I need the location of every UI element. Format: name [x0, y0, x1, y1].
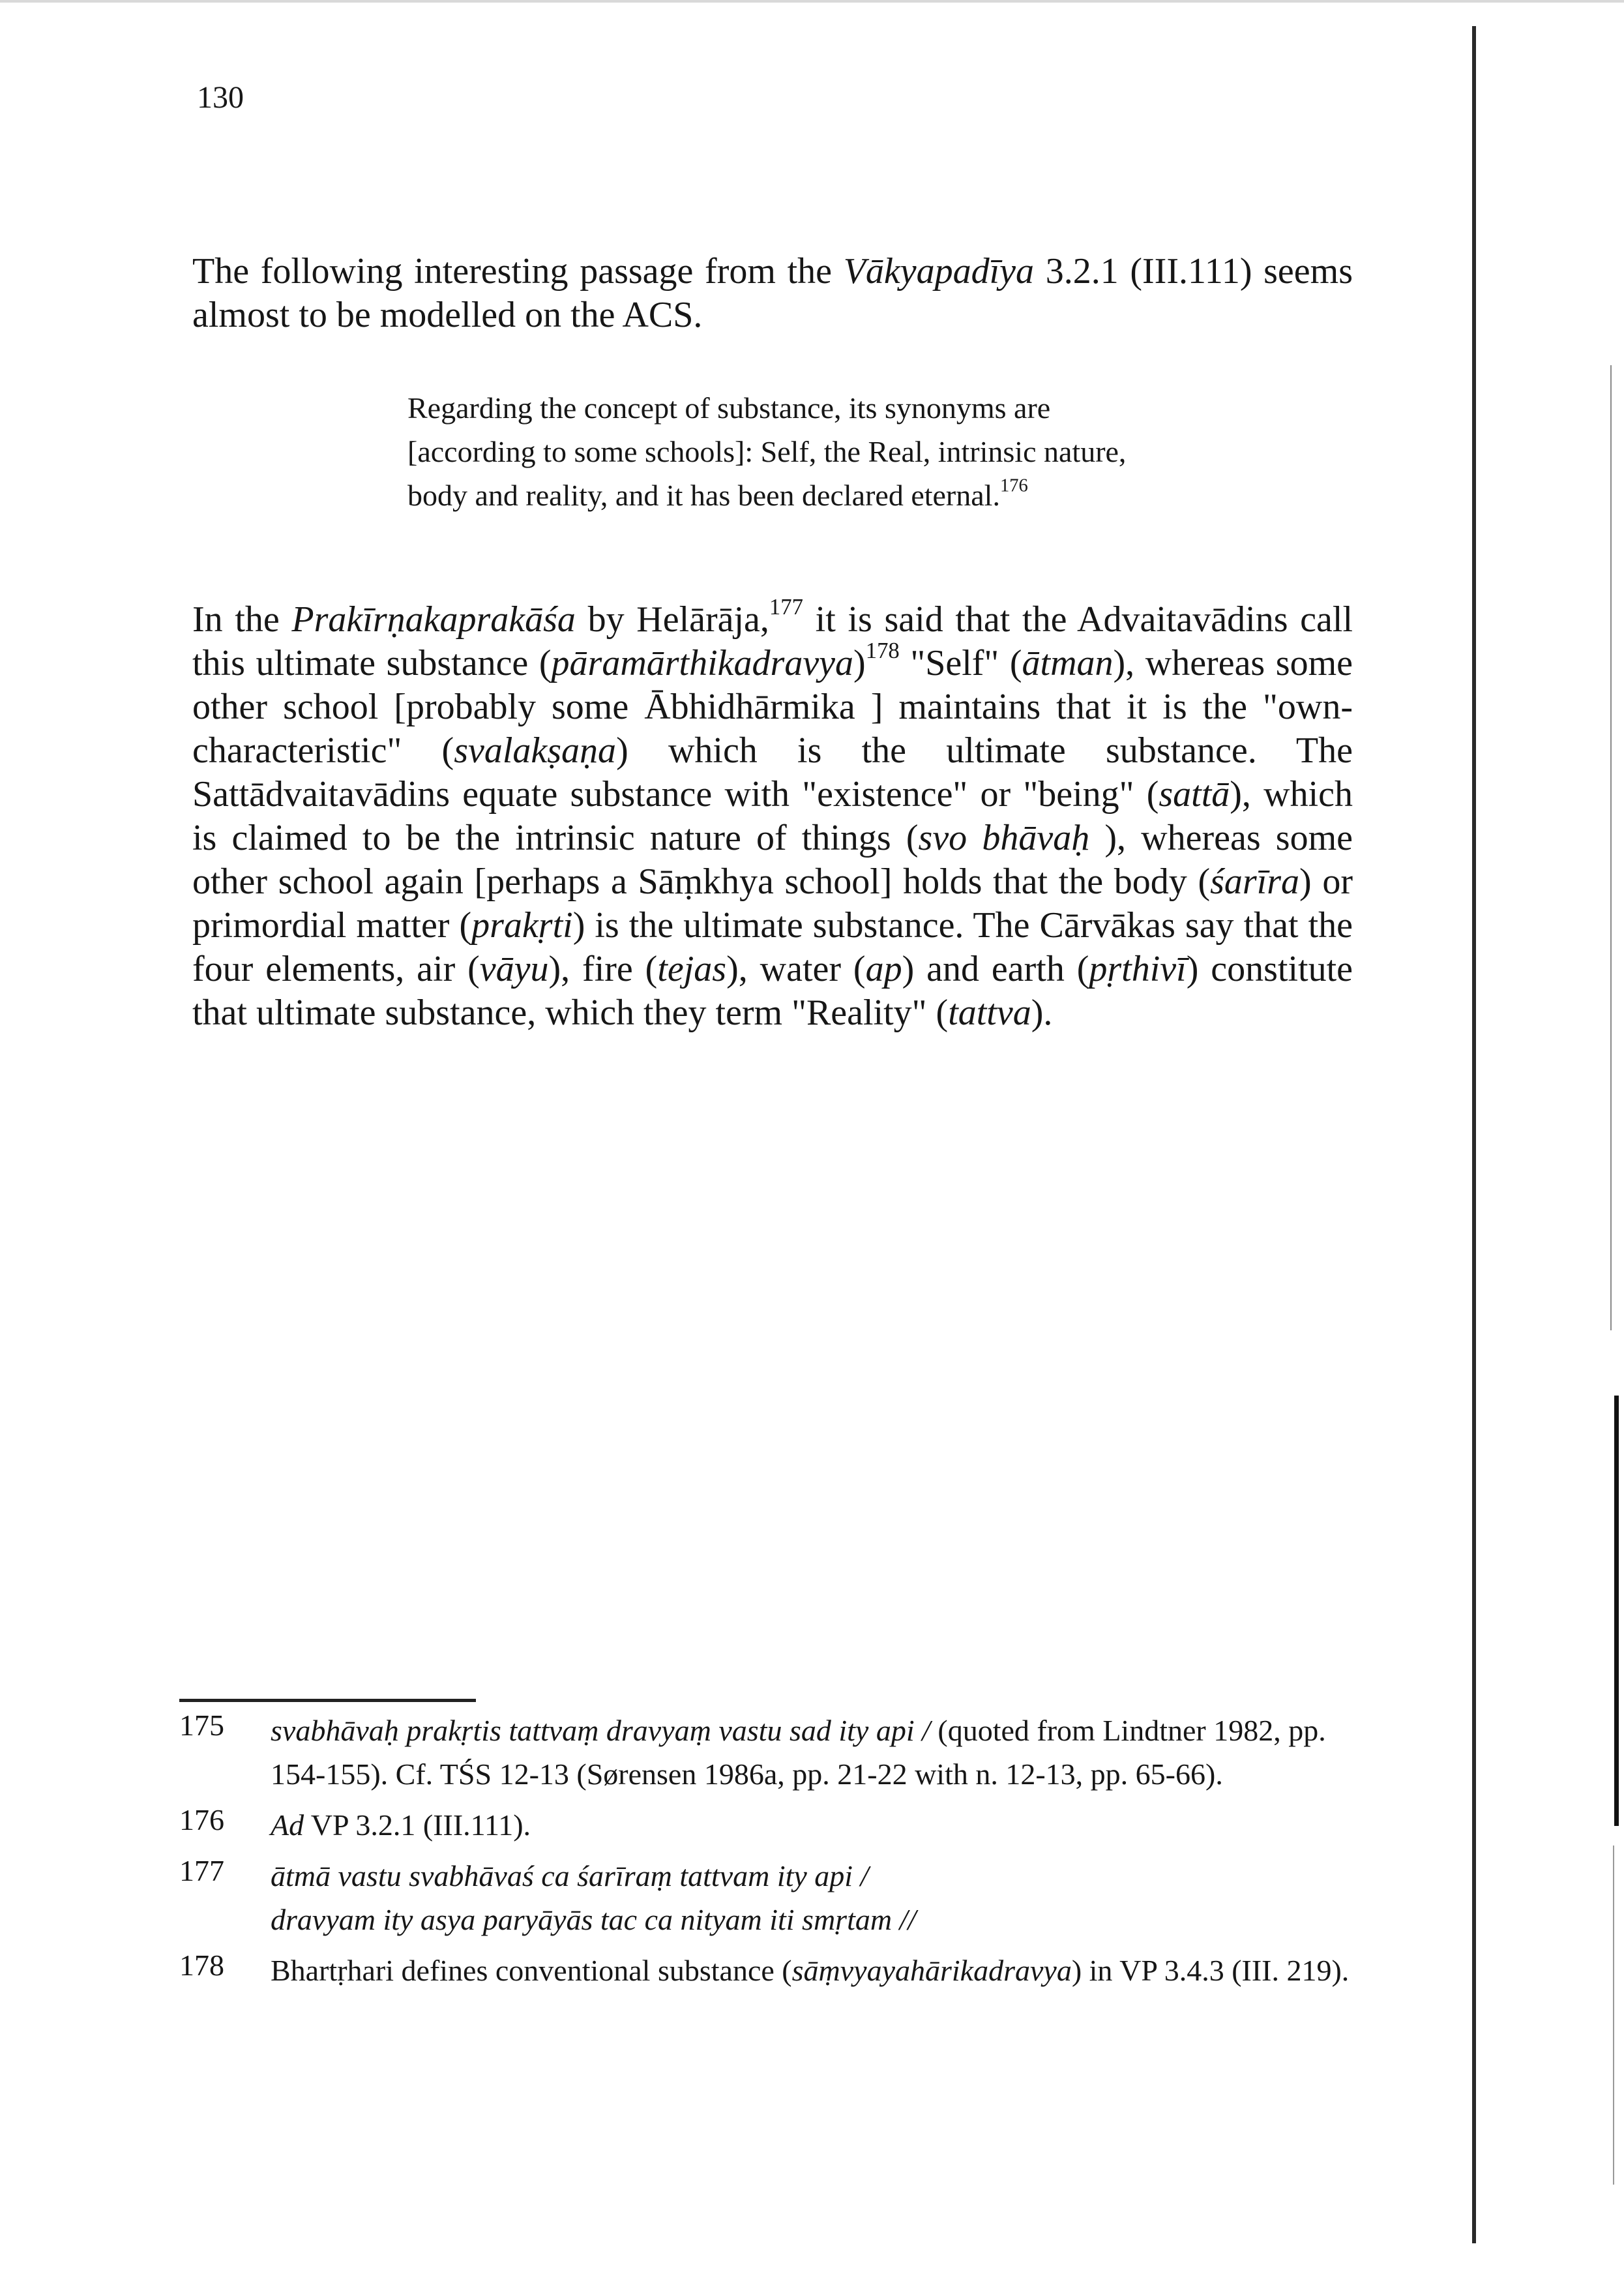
footnote-verse-line-1: ātmā vastu svabhāvaś ca śarīraṃ tattvam ity api / — [271, 1859, 869, 1892]
italic-term: pāramārthikadravya — [551, 643, 854, 683]
text-run: ) which is the ultimate substance. The Sattādvaitavādins equate substance with "existence" or "being" ( — [192, 730, 1353, 815]
footnote-177 — [179, 1854, 1353, 1941]
italic-term: svalakṣaṇa — [454, 730, 617, 771]
text-run: ) or primordial matter ( — [192, 861, 1353, 946]
scan-right-faint-line-lower — [1613, 1846, 1614, 2185]
footnote-verse-line-2: dravyam ity asya paryāyās tac ca nityam iti smṛtam // — [271, 1903, 917, 1936]
footnotes — [179, 1709, 1353, 1999]
italic-term: prakṛti — [471, 905, 573, 946]
footnote-divider — [179, 1699, 476, 1702]
footnote-number: 176 — [179, 1803, 224, 1836]
paragraph-main — [192, 593, 1353, 1035]
italic-term: pṛthivī — [1089, 949, 1187, 989]
quote-text: Regarding the concept of substance, its synonyms are [according to some schools]: Self, the Real, intrinsic nature, body and reality, and it has been declared eternal. — [407, 391, 1127, 512]
text-run: ) is the ultimate substance. The Cārvākas say that the four elements, air ( — [192, 905, 1353, 989]
text-run: ) — [853, 643, 866, 683]
footnote-number: 175 — [179, 1709, 224, 1742]
paragraph-intro — [192, 250, 1353, 337]
italic-term: tattva — [948, 993, 1031, 1033]
footnote-176 — [179, 1803, 1353, 1847]
text-run: by Helārāja, — [575, 599, 769, 640]
text-run: ), whereas some other school [probably some Ābhidhārmika ] maintains that it is the "own-characteristic" ( — [192, 643, 1353, 771]
text-run: ), which is claimed to be the intrinsic nature of things ( — [192, 774, 1353, 858]
text-run: The following interesting passage from the — [192, 251, 844, 291]
footnote-text: Bhartṛhari defines conventional substance ( — [271, 1954, 792, 1987]
footnote-178 — [179, 1949, 1353, 1992]
italic-term: vāyu — [479, 949, 549, 989]
italic-term: tejas — [657, 949, 727, 989]
scan-right-thick-line — [1614, 1396, 1619, 1826]
italic-title: Vākyapadīya — [843, 251, 1035, 291]
text-run: 3.2.1 (III.111) seems almost to be modelled on the ACS. — [192, 251, 1353, 335]
footnote-175 — [179, 1709, 1353, 1796]
text-run: ), water ( — [726, 949, 866, 989]
text-run: ) and earth ( — [902, 949, 1089, 989]
block-quote — [407, 386, 1151, 517]
footnote-ref-177[interactable]: 177 — [769, 593, 803, 620]
scan-right-edge-line — [1472, 26, 1476, 2243]
text-run: "Self" ( — [899, 643, 1022, 683]
footnote-ref-176[interactable]: 176 — [999, 475, 1028, 496]
scan-right-faint-line — [1610, 365, 1612, 1330]
footnote-text: (quoted from Lindtner 1982, pp. 154-155). Cf. TŚS 12-13 (Sørensen 1986a, pp. 21-22 with n. 12-13, pp. 65-66). — [271, 1714, 1326, 1791]
footnote-number: 178 — [179, 1949, 224, 1982]
text-run: ), whereas some other school again [perhaps a Sāṃkhya school] holds that the body ( — [192, 818, 1353, 902]
italic-term: Prakīrṇakaprakāśa — [291, 599, 576, 640]
page-number: 130 — [197, 80, 244, 115]
footnote-italic: sāṃvyayahārikadravya — [791, 1954, 1072, 1987]
text-run: ) constitute that ultimate substance, which they term "Reality" ( — [192, 949, 1353, 1033]
text-run: it is said that the Advaitavādins call this ultimate substance ( — [192, 599, 1353, 683]
text-run: ), fire ( — [548, 949, 658, 989]
footnote-number: 177 — [179, 1854, 224, 1887]
italic-term: sattā — [1159, 774, 1230, 815]
footnote-italic: Ad — [271, 1808, 304, 1842]
scan-top-edge — [0, 0, 1624, 3]
footnote-text: ) in VP 3.4.3 (III. 219). — [1071, 1954, 1350, 1987]
italic-term: śarīra — [1210, 861, 1300, 902]
text-run: ). — [1031, 993, 1053, 1033]
footnote-text: VP 3.2.1 (III.111). — [304, 1808, 531, 1842]
footnote-ref-178[interactable]: 178 — [865, 637, 900, 663]
italic-term: svo bhāvaḥ — [918, 818, 1090, 858]
italic-term: ap — [865, 949, 902, 989]
italic-term: ātman — [1022, 643, 1114, 683]
text-run: In the — [192, 599, 292, 640]
footnote-italic: svabhāvaḥ prakṛtis tattvaṃ dravyaṃ vastu sad ity api / — [271, 1714, 930, 1747]
